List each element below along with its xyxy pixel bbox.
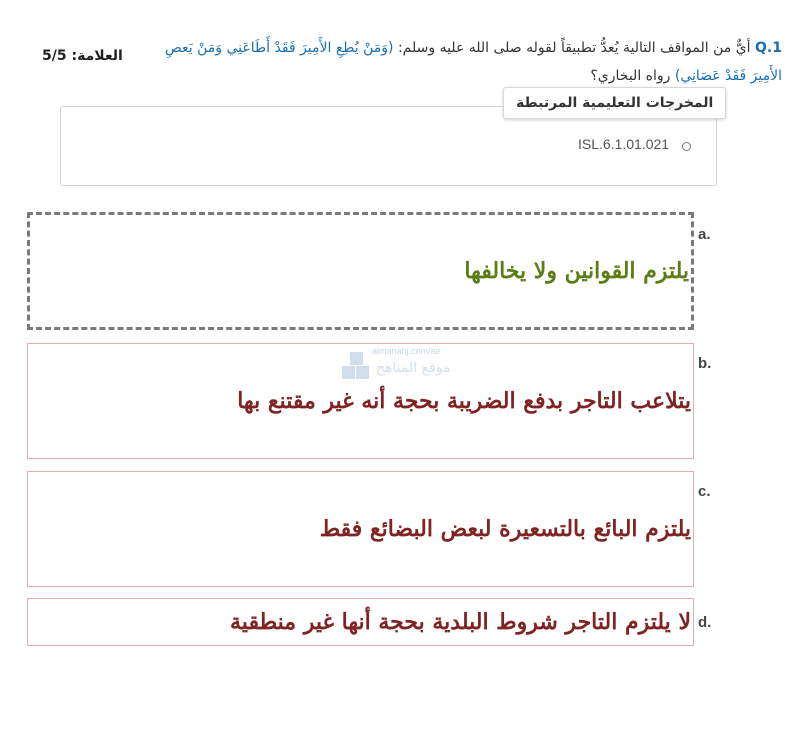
answer-option-a-text: يلتزم القوانين ولا يخالفها bbox=[464, 258, 689, 284]
answer-option-b[interactable] bbox=[27, 343, 694, 459]
option-letter-c: c. bbox=[698, 483, 711, 500]
option-letter-a: a. bbox=[698, 226, 711, 243]
watermark-name: موقع المناهج bbox=[376, 360, 451, 376]
bullet-icon bbox=[682, 142, 691, 151]
question-prompt: أيٌّ من المواقف التالية يُعدُّ تطبيقاً لقوله صلى الله عليه وسلم: bbox=[397, 40, 751, 56]
answer-option-d[interactable] bbox=[27, 598, 694, 646]
answer-option-c-text: يلتزم البائع بالتسعيرة لبعض البضائع فقط bbox=[319, 516, 691, 542]
answer-option-d-text: لا يلتزم التاجر شروط البلدية بحجة أنها غير منطقية bbox=[230, 609, 691, 635]
question-hadith: (وَمَنْ يُطِعِ الأَمِيرَ فَقَدْ أَطَاعَنِي وَمَنْ يَعصِ الأَمِيرَ فَقَدْ عَصَانِي) bbox=[164, 40, 782, 84]
score-label: العلامة: 5/5 bbox=[42, 48, 123, 64]
question-text bbox=[130, 34, 782, 90]
question-source: رواه البخاري؟ bbox=[590, 68, 671, 84]
watermark-url: almanahj.com/ae bbox=[372, 346, 441, 356]
option-letter-b: b. bbox=[698, 355, 712, 372]
question-number: Q.1 bbox=[755, 40, 782, 56]
answer-option-a[interactable] bbox=[27, 212, 694, 330]
answer-option-b-text: يتلاعب التاجر بدفع الضريبة بحجة أنه غير مقتنع بها bbox=[237, 388, 691, 414]
option-letter-d: d. bbox=[698, 614, 712, 631]
answer-option-c[interactable] bbox=[27, 471, 694, 587]
learning-outcomes-title[interactable]: المخرجات التعليمية المرتبطة bbox=[503, 87, 726, 119]
outcome-code: ISL.6.1.01.021 bbox=[578, 136, 670, 152]
